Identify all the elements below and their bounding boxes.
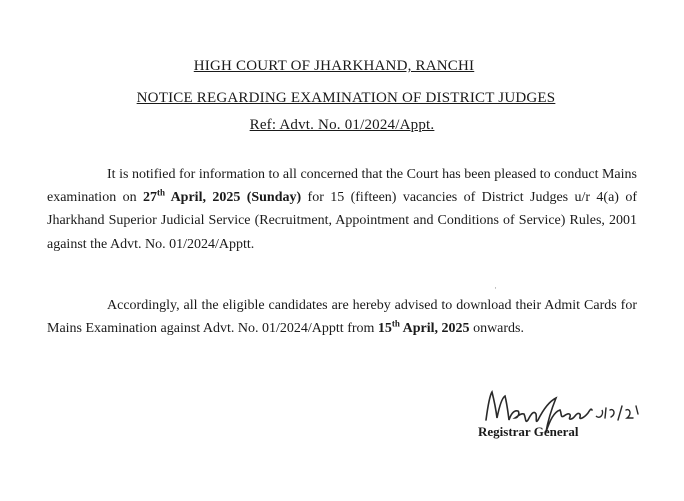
admit-date-rest: April, 2025 xyxy=(399,321,470,337)
signature-block xyxy=(478,380,658,450)
p2-text-end: onwards. xyxy=(469,321,524,337)
court-name: HIGH COURT OF JHARKHAND, RANCHI xyxy=(193,58,475,74)
paragraph-examination-notice xyxy=(47,163,637,256)
p2-text-start: Accordingly, xyxy=(107,298,184,313)
p1-text-start: It is notified for information to all concerned that the Court has been pleased to conduct Mains examination on xyxy=(47,167,637,206)
scan-speck: · xyxy=(494,283,497,293)
exam-date-suffix: th xyxy=(156,187,165,198)
reference-line: Ref: Advt. No. 01/2024/Appt. xyxy=(249,117,435,133)
admit-date-suffix: th xyxy=(391,318,400,329)
exam-date xyxy=(142,187,302,206)
registrar-designation: Registrar General xyxy=(478,424,579,439)
admit-card-date xyxy=(377,318,470,337)
exam-date-day: 27 xyxy=(142,190,157,206)
p2-eligible-candidates: all the eligible candidates xyxy=(183,298,328,313)
exam-date-rest: April, 2025 (Sunday) xyxy=(164,190,302,206)
paragraph-admit-card xyxy=(47,294,637,340)
p2-text-mid: are hereby advised to download their Admit Cards for Mains Examination against Advt. No. 01/2024/Apptt from xyxy=(47,298,637,337)
p1-text-end: for 15 (fifteen) vacancies of District Judges u/r 4(a) of Jharkhand Superior Judicial Service (Recruitment, Appointment and Conditions of Service) Rules, 2001 against the Advt. No. 01/2024/Apptt. xyxy=(47,190,637,252)
notice-title: NOTICE REGARDING EXAMINATION OF DISTRICT JUDGES xyxy=(136,90,556,106)
admit-date-day: 15 xyxy=(377,321,392,337)
